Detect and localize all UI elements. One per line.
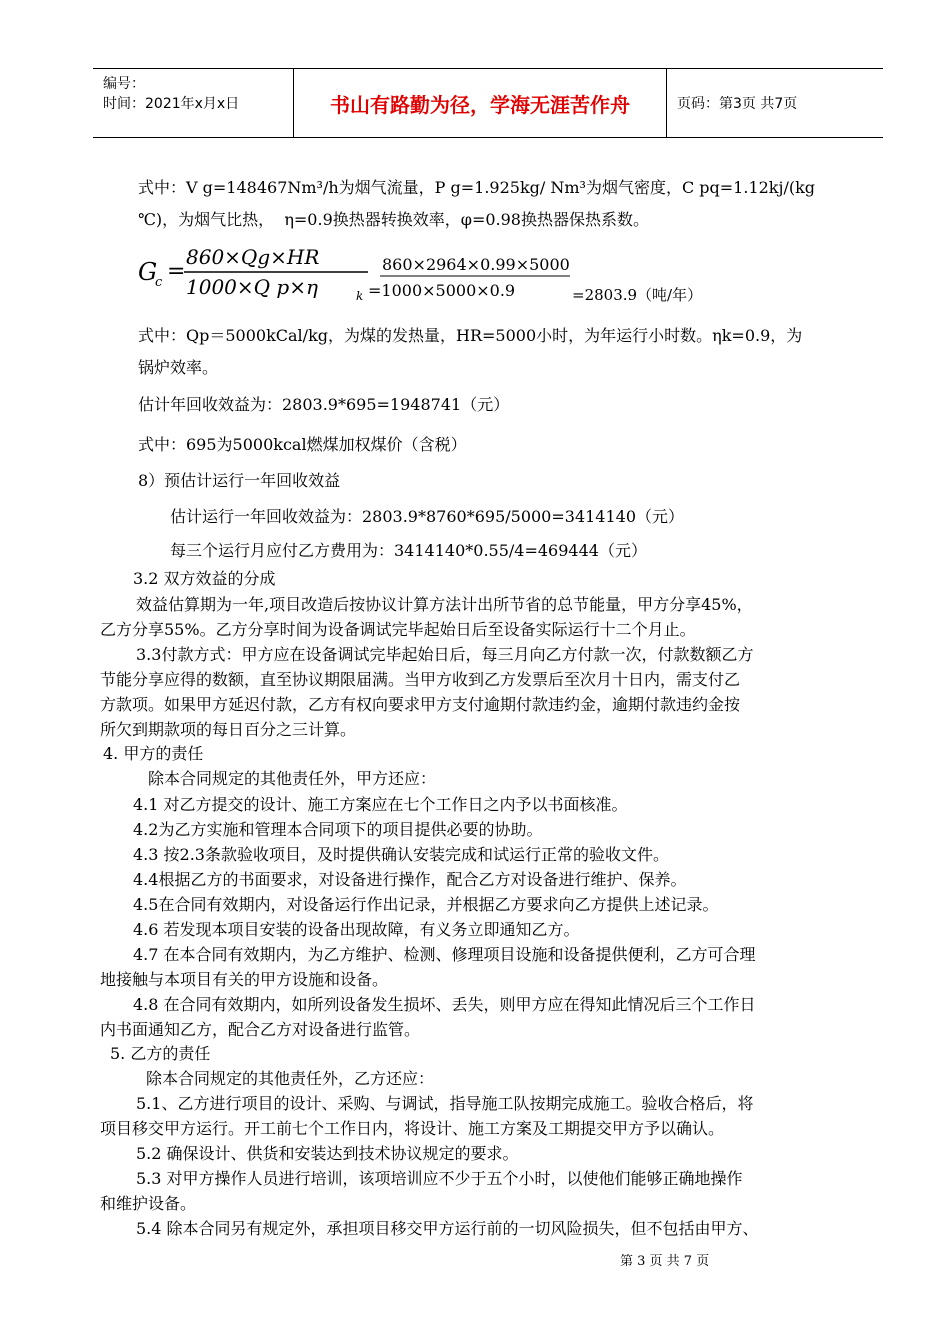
body-line: 4.7 在本合同有效期内，为乙方维护、检测、修理项目设施和设备提供便利，乙方可合理: [133, 945, 756, 964]
header-meta-cell: [93, 69, 294, 137]
body-line: ℃)，为烟气比热， η=0.9换热器转换效率，φ=0.98换热器保热系数。: [138, 210, 649, 229]
number-label: 编号：: [103, 76, 145, 92]
section-heading: 4. 甲方的责任: [103, 744, 204, 763]
body-line: 4.5在合同有效期内，对设备运行作出记录，并根据乙方要求向乙方提供上述记录。: [133, 895, 719, 914]
header-page-info: 页码：第3页 共7页: [677, 96, 798, 112]
body-line: 估计运行一年回收效益为：2803.9*8760*695/5000=3414140（元）: [170, 507, 685, 526]
body-line: 乙方分享55%。乙方分享时间为设备调试完毕起始日后至设备实际运行十二个月止。: [100, 620, 696, 639]
header-table: [93, 68, 883, 138]
eq-num2: 860×2964×0.99×5000: [382, 255, 570, 274]
eq-equals: =: [167, 259, 186, 284]
eq-den1: 1000×Q p×η: [186, 275, 318, 299]
body-line: 除本合同规定的其他责任外，甲方还应：: [148, 769, 437, 788]
body-line: 所欠到期款项的每日百分之三计算。: [100, 720, 357, 739]
body-line: 项目移交甲方运行。开工前七个工作日内，将设计、施工方案及工期提交甲方予以确认。: [100, 1119, 725, 1138]
body-line: 式中：Qp＝5000kCal/kg，为煤的发热量，HR=5000小时，为年运行小时数。ηk=0.9，为: [138, 326, 803, 345]
body-line: 4.1 对乙方提交的设计、施工方案应在七个工作日之内予以书面核准。: [133, 795, 628, 814]
equation: [138, 240, 703, 310]
body-line: 4.8 在合同有效期内，如所列设备发生损坏、丢失，则甲方应在得知此情况后三个工作日: [133, 995, 756, 1014]
body-line: 4.4根据乙方的书面要求，对设备进行操作，配合乙方对设备进行维护、保养。: [133, 870, 687, 889]
body-line: 式中：V g=148467Nm³/h为烟气流量，P g=1.925kg/ Nm³为烟气密度，C pq=1.12kj/(kg: [138, 178, 816, 197]
body-line: 5.2 确保设计、供货和安装达到技术协议规定的要求。: [136, 1144, 519, 1163]
body-line: 5.3 对甲方操作人员进行培训，该项培训应不少于五个小时，以使他们能够正确地操作: [136, 1169, 743, 1188]
eq-num1: 860×Qg×HR: [186, 245, 320, 269]
body-line: 5.1、乙方进行项目的设计、采购、与调试，指导施工队按期完成施工。验收合格后，将: [136, 1094, 754, 1113]
body-line: 式中：695为5000kcal燃煤加权煤价（含税）: [138, 435, 467, 454]
body-line: 方款项。如果甲方延迟付款，乙方有权向要求甲方支付逾期付款违约金，逾期付款违约金按: [100, 695, 741, 714]
body-line: 和维护设备。: [100, 1194, 197, 1213]
eq-lhs-sub: c: [155, 275, 163, 290]
eq-result: =2803.9（吨/年）: [572, 286, 703, 304]
eq-lhs: G: [138, 258, 158, 286]
body-line: 地接触与本项目有关的甲方设施和设备。: [100, 970, 389, 989]
header-motto: 书山有路勤为径，学海无涯苦作舟: [294, 69, 667, 137]
body-line: 节能分享应得的数额，直至协议期限届满。当甲方收到乙方发票后至次月十日内，需支付乙: [100, 670, 741, 689]
body-line: 3.3付款方式：甲方应在设备调试完毕起始日后，每三月向乙方付款一次，付款数额乙方: [136, 645, 754, 664]
page-footer: 第 3 页 共 7 页: [620, 1254, 710, 1269]
body-line: 8）预估计运行一年回收效益: [138, 471, 341, 490]
body-line: 除本合同规定的其他责任外，乙方还应：: [146, 1069, 435, 1088]
body-line: 每三个运行月应付乙方费用为：3414140*0.55/4=469444（元）: [170, 541, 647, 560]
time-label: 时间：2021年x月x日: [103, 96, 240, 112]
eq-den2: =1000×5000×0.9: [368, 281, 516, 300]
section-heading: 5. 乙方的责任: [110, 1044, 211, 1063]
body-line: 锅炉效率。: [138, 358, 219, 377]
section-heading: 3.2 双方效益的分成: [133, 569, 276, 588]
body-line: 4.2为乙方实施和管理本合同项下的项目提供必要的协助。: [133, 820, 543, 839]
body-line: 估计年回收效益为：2803.9*695=1948741（元）: [138, 395, 510, 414]
body-line: 5.4 除本合同另有规定外，承担项目移交甲方运行前的一切风险损失，但不包括由甲方、: [136, 1219, 759, 1238]
eq-den1-sub: k: [356, 289, 364, 303]
body-line: 内书面通知乙方，配合乙方对设备进行监管。: [100, 1020, 421, 1039]
body-line: 4.3 按2.3条款验收项目，及时提供确认安装完成和试运行正常的验收文件。: [133, 845, 669, 864]
body-line: 效益估算期为一年,项目改造后按协议计算方法计出所节省的总节能量，甲方分享45%，: [136, 595, 753, 614]
body-line: 4.6 若发现本项目安装的设备出现故障，有义务立即通知乙方。: [133, 920, 580, 939]
